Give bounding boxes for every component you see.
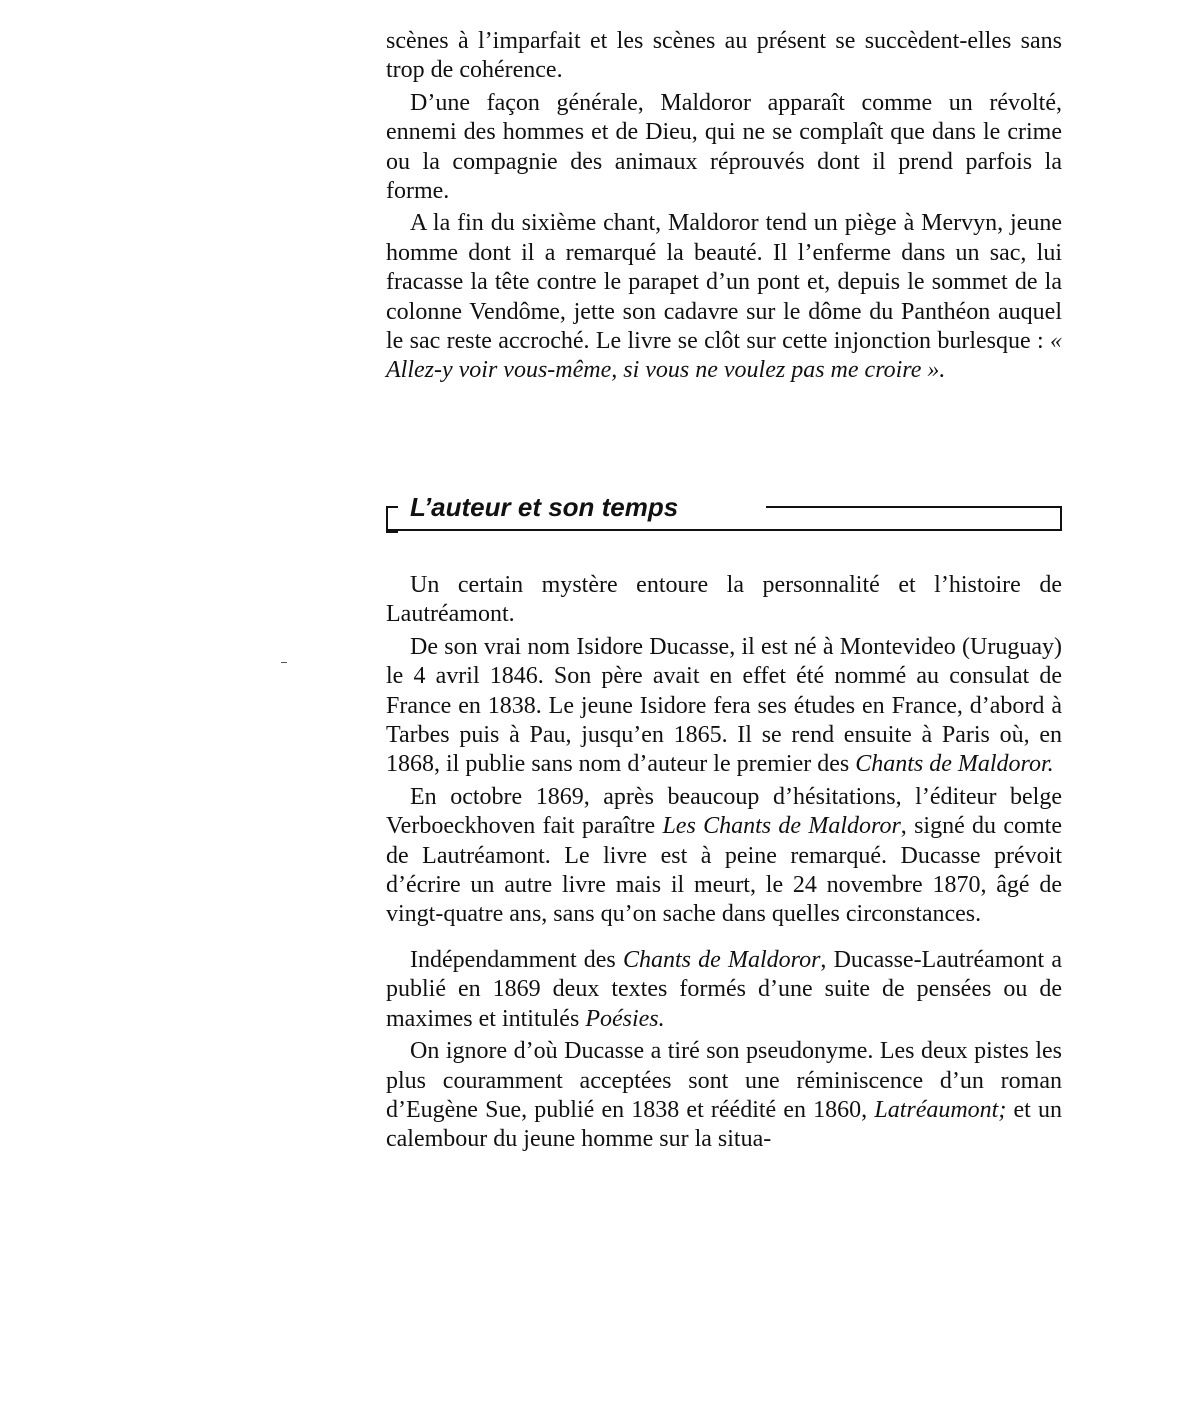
paragraph (386, 1037, 1062, 1155)
text-run: De son vrai nom Isidore Ducasse, il est né à Montevideo (Uruguay) le 4 avril 1846. Son père avait en effet été nommé au consulat de France en 1838. Le jeune Isidore fera ses études en France, d’abord à Tarbes puis à Pau, jusqu’en 1865. Il se rend ensuite à Paris où, en 1868, il publie sans nom d’auteur le premier des (386, 633, 1062, 778)
text-run: On ignore d’où Ducasse a tiré son pseudonyme. Les deux pistes les plus couramment acceptées sont une réminiscence d’un roman d’Eugène Sue, publié en 1838 et réédité en 1860, (386, 1038, 1062, 1123)
margin-mark (281, 662, 287, 663)
paragraph (386, 946, 1062, 1034)
text-run: et un calembour du jeune homme sur la situa- (386, 1096, 1062, 1153)
text-run: D’une façon générale, Maldoror apparaît comme un révolté, ennemi des hommes et de Dieu, qui ne se complaît que dans le crime ou la compagnie des animaux réprouvés dont il prend parfois la forme. (386, 89, 1062, 205)
text-run: Un certain mystère entoure la personnalité et l’histoire de Lautréamont. (386, 572, 1062, 628)
italic-text: Les Chants de Maldoror (662, 813, 901, 840)
text-run: A la fin du sixième chant, Maldoror tend un piège à Mervyn, jeune homme dont il a remarqué la beauté. Il l’enferme dans un sac, lui fracasse la tête contre le parapet d’un pont et, depuis le sommet de la colonne Vendôme, jette son cadavre sur le dôme du Panthéon auquel le sac reste accroché. Le livre se clôt sur cette injonction burlesque : (386, 210, 1062, 355)
top-text-block (386, 27, 1062, 386)
paragraph (386, 571, 1062, 630)
text-run: En octobre 1869, après beaucoup d’hésitations, l’éditeur belge Verboeckhoven fait paraître (386, 783, 1062, 840)
section-heading (386, 490, 1062, 542)
italic-text: Poésies. (585, 1005, 665, 1032)
heading-right-tick (1060, 506, 1062, 531)
italic-text: Latréaumont; (874, 1096, 1007, 1123)
paragraph (386, 633, 1062, 780)
text-run: , signé du comte de Lautréamont. Le livre est à peine remarqué. Ducasse prévoit d’écrire un autre livre mais il meurt, le 24 novembre 1870, âgé de vingt-quatre ans, sans qu’on sache dans quelles circonstances. (386, 813, 1062, 928)
paragraph (386, 27, 1062, 86)
section-text-block (386, 571, 1062, 1155)
italic-text: Chants de Maldoror. (855, 751, 1054, 778)
heading-bottom-rule (386, 529, 1062, 531)
paragraph (386, 783, 1062, 930)
text-run: , Ducasse-Lautréamont a publié en 1869 deux textes formés d’une suite de pensées ou de maximes et intitulés (386, 946, 1062, 1032)
heading-top-rule (766, 506, 1062, 508)
paragraph (386, 89, 1062, 207)
text-run: scènes à l’imparfait et les scènes au présent se succèdent-elles sans trop de cohérence. (386, 28, 1062, 84)
italic-text: Chants de Maldoror (622, 946, 821, 973)
paragraph (386, 209, 1062, 385)
italic-text: « Allez-y voir vous-même, si vous ne voulez pas me croire ». (386, 328, 1062, 384)
section-title: L’auteur et son temps (410, 490, 684, 524)
text-run: Indépendamment des (410, 946, 623, 973)
